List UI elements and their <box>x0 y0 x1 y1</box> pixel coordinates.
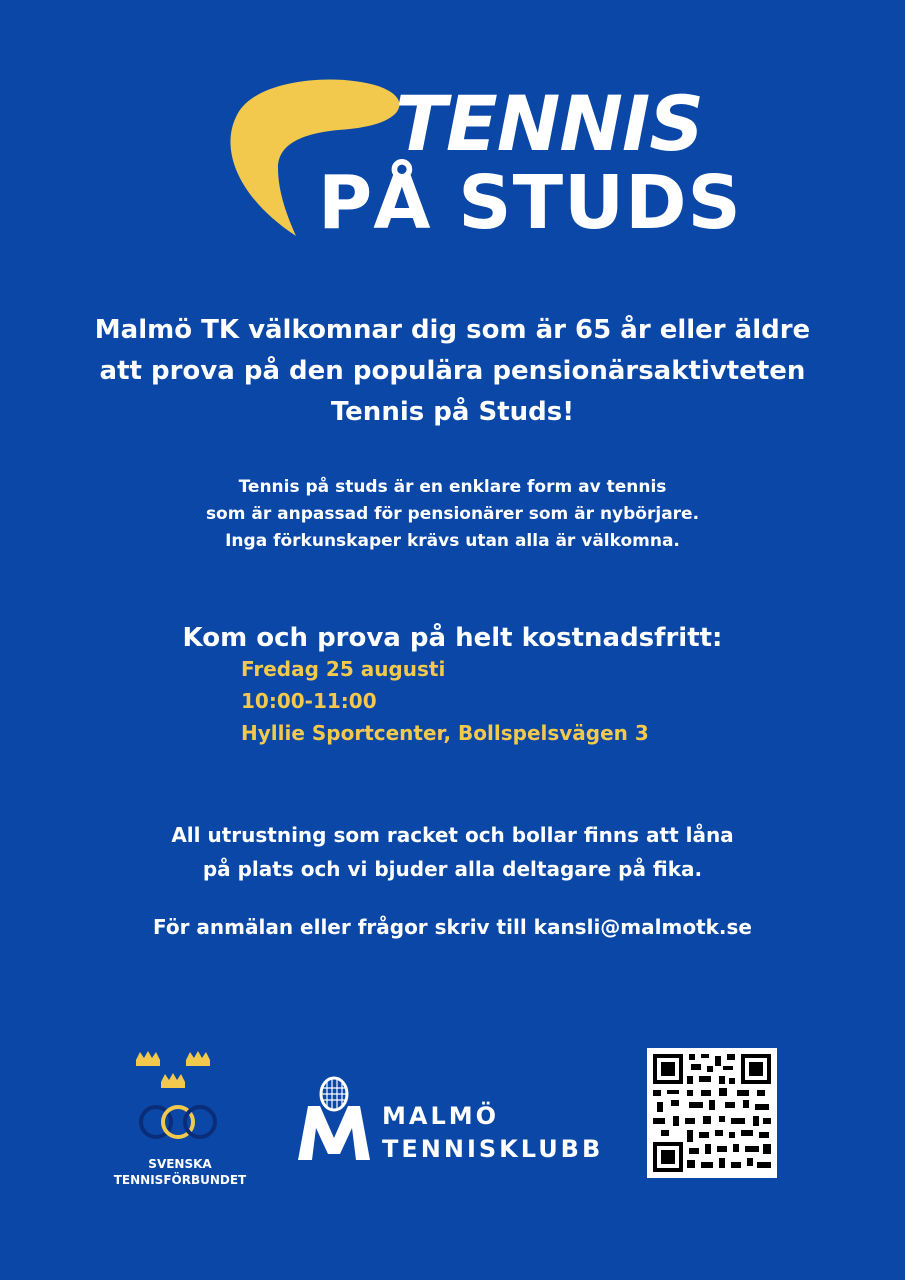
logo-title-line2: PÅ STUDS <box>318 160 742 246</box>
equipment-text <box>0 818 905 886</box>
event-location: Hyllie Sportcenter, Bollspelsvägen 3 <box>241 721 649 745</box>
contact-text: För anmälan eller frågor skriv till kansli@malmotk.se <box>152 915 752 939</box>
equipment-line: All utrustning som racket och bollar finns att låna <box>171 823 734 847</box>
intro-line: att prova på den populära pensionärsaktivteten <box>99 356 806 386</box>
equipment-line: på plats och vi bjuder alla deltagare på fika. <box>202 857 703 881</box>
intro-line: Tennis på Studs! <box>330 397 575 427</box>
event-date: Fredag 25 augusti <box>241 657 446 681</box>
stf-name-line: TENNISFÖRBUNDET <box>113 1173 247 1187</box>
stf-name-line: SVENSKA <box>148 1157 212 1171</box>
intro-text <box>0 310 905 433</box>
description-line: Inga förkunskaper krävs utan alla är välkomna. <box>225 531 680 551</box>
qr-code-icon[interactable] <box>647 1048 777 1178</box>
logo-title-line1: TENNIS <box>395 79 703 168</box>
description-text <box>0 474 905 555</box>
mtk-name-line2: TENNISKLUBB <box>382 1135 604 1163</box>
mtk-name-line1: MALMÖ <box>382 1102 500 1130</box>
mtk-racket-m-icon <box>296 1076 372 1162</box>
stf-name <box>100 1156 260 1188</box>
event-time: 10:00-11:00 <box>241 689 377 713</box>
event-heading: Kom och prova på helt kostnadsfritt: <box>182 623 723 653</box>
stf-crowns-rings-icon <box>128 1048 228 1148</box>
description-line: som är anpassad för pensionärer som är nybörjare. <box>205 504 700 524</box>
description-line: Tennis på studs är en enklare form av tennis <box>238 477 667 497</box>
intro-line: Malmö TK välkomnar dig som är 65 år eller äldre <box>94 315 811 345</box>
